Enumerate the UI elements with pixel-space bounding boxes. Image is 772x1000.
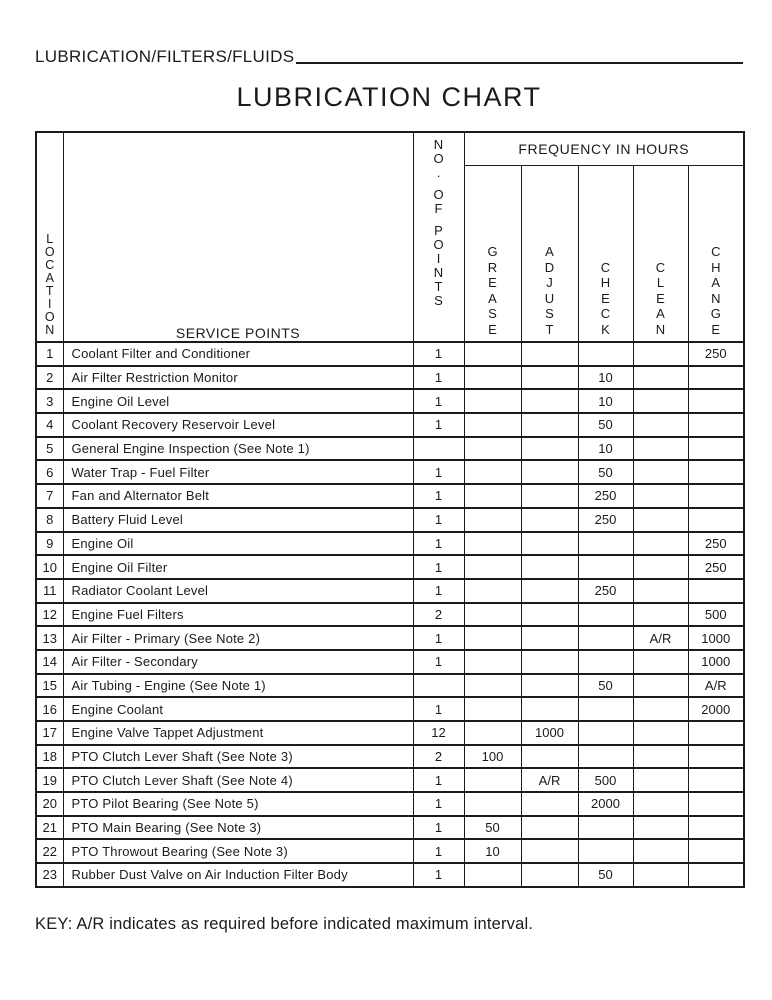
service-point-cell: PTO Main Bearing (See Note 3) xyxy=(63,816,413,840)
grease-cell xyxy=(464,626,521,650)
table-row xyxy=(36,697,744,721)
service-point-cell: PTO Clutch Lever Shaft (See Note 3) xyxy=(63,745,413,769)
change-cell xyxy=(688,579,744,603)
service-point-cell: Radiator Coolant Level xyxy=(63,579,413,603)
adjust-cell xyxy=(521,437,578,461)
grease-cell xyxy=(464,437,521,461)
check-cell xyxy=(578,721,633,745)
table-row xyxy=(36,721,744,745)
clean-cell xyxy=(633,579,688,603)
table-row xyxy=(36,674,744,698)
clean-cell xyxy=(633,366,688,390)
check-cell xyxy=(578,532,633,556)
check-cell: 500 xyxy=(578,768,633,792)
points-cell: 1 xyxy=(413,389,464,413)
check-cell: 50 xyxy=(578,674,633,698)
lubrication-chart-table xyxy=(35,131,745,888)
points-cell: 1 xyxy=(413,413,464,437)
adjust-cell xyxy=(521,697,578,721)
adjust-cell xyxy=(521,460,578,484)
clean-cell xyxy=(633,863,688,887)
change-vertical-label: C H A N G E xyxy=(710,244,721,337)
service-point-cell: Engine Oil xyxy=(63,532,413,556)
location-cell: 22 xyxy=(36,839,63,863)
grease-cell xyxy=(464,650,521,674)
table-row xyxy=(36,413,744,437)
change-cell: A/R xyxy=(688,674,744,698)
adjust-cell xyxy=(521,366,578,390)
table-row xyxy=(36,437,744,461)
adjust-cell xyxy=(521,650,578,674)
location-cell: 13 xyxy=(36,626,63,650)
check-cell xyxy=(578,650,633,674)
change-cell xyxy=(688,437,744,461)
change-cell xyxy=(688,863,744,887)
table-row xyxy=(36,532,744,556)
check-cell xyxy=(578,555,633,579)
change-cell xyxy=(688,460,744,484)
service-point-cell: PTO Throwout Bearing (See Note 3) xyxy=(63,839,413,863)
clean-vertical-label: C L E A N xyxy=(655,259,666,337)
grease-cell xyxy=(464,342,521,366)
adjust-cell xyxy=(521,389,578,413)
service-point-cell: General Engine Inspection (See Note 1) xyxy=(63,437,413,461)
points-cell: 1 xyxy=(413,460,464,484)
table-row xyxy=(36,342,744,366)
location-vertical-label: L O C A T I O N xyxy=(44,232,55,337)
column-header-clean xyxy=(633,165,688,342)
points-cell: 1 xyxy=(413,816,464,840)
clean-cell xyxy=(633,697,688,721)
check-cell xyxy=(578,839,633,863)
check-cell xyxy=(578,697,633,721)
points-cell: 1 xyxy=(413,768,464,792)
points-cell: 2 xyxy=(413,603,464,627)
change-cell: 250 xyxy=(688,342,744,366)
clean-cell xyxy=(633,508,688,532)
check-cell: 10 xyxy=(578,366,633,390)
service-point-cell: Rubber Dust Valve on Air Induction Filter Body xyxy=(63,863,413,887)
change-cell: 1000 xyxy=(688,626,744,650)
grease-cell xyxy=(464,413,521,437)
service-point-cell: Engine Valve Tappet Adjustment xyxy=(63,721,413,745)
service-point-cell: Coolant Recovery Reservoir Level xyxy=(63,413,413,437)
points-cell: 2 xyxy=(413,745,464,769)
change-cell xyxy=(688,389,744,413)
points-cell: 1 xyxy=(413,839,464,863)
change-cell xyxy=(688,413,744,437)
adjust-cell xyxy=(521,342,578,366)
location-cell: 17 xyxy=(36,721,63,745)
change-cell: 1000 xyxy=(688,650,744,674)
table-row xyxy=(36,484,744,508)
grease-cell xyxy=(464,792,521,816)
check-cell: 10 xyxy=(578,437,633,461)
location-cell: 23 xyxy=(36,863,63,887)
points-cell: 1 xyxy=(413,508,464,532)
table-row xyxy=(36,839,744,863)
location-cell: 18 xyxy=(36,745,63,769)
check-cell: 10 xyxy=(578,389,633,413)
change-cell: 250 xyxy=(688,555,744,579)
page-title: LUBRICATION CHART xyxy=(236,82,542,112)
location-cell: 9 xyxy=(36,532,63,556)
change-cell xyxy=(688,508,744,532)
location-cell: 15 xyxy=(36,674,63,698)
location-cell: 7 xyxy=(36,484,63,508)
points-cell: 1 xyxy=(413,484,464,508)
service-point-cell: Air Filter - Primary (See Note 2) xyxy=(63,626,413,650)
location-cell: 10 xyxy=(36,555,63,579)
adjust-cell xyxy=(521,839,578,863)
location-cell: 2 xyxy=(36,366,63,390)
check-cell: 2000 xyxy=(578,792,633,816)
table-header xyxy=(36,132,744,342)
service-point-cell: Engine Oil Level xyxy=(63,389,413,413)
check-cell xyxy=(578,603,633,627)
location-cell: 11 xyxy=(36,579,63,603)
clean-cell xyxy=(633,603,688,627)
table-row xyxy=(36,389,744,413)
adjust-cell xyxy=(521,603,578,627)
location-cell: 6 xyxy=(36,460,63,484)
change-cell xyxy=(688,721,744,745)
points-cell xyxy=(413,674,464,698)
grease-cell xyxy=(464,508,521,532)
table-row xyxy=(36,768,744,792)
check-cell: 50 xyxy=(578,460,633,484)
points-cell: 1 xyxy=(413,792,464,816)
table-row xyxy=(36,603,744,627)
points-cell: 1 xyxy=(413,532,464,556)
change-cell xyxy=(688,484,744,508)
adjust-cell: A/R xyxy=(521,768,578,792)
table-body xyxy=(36,342,744,887)
grease-cell xyxy=(464,366,521,390)
service-point-cell: Engine Fuel Filters xyxy=(63,603,413,627)
service-point-cell: Coolant Filter and Conditioner xyxy=(63,342,413,366)
clean-cell xyxy=(633,389,688,413)
table-row xyxy=(36,460,744,484)
location-cell: 21 xyxy=(36,816,63,840)
grease-cell: 50 xyxy=(464,816,521,840)
location-cell: 8 xyxy=(36,508,63,532)
service-point-cell: PTO Clutch Lever Shaft (See Note 4) xyxy=(63,768,413,792)
column-header-service-points xyxy=(63,132,413,342)
adjust-cell xyxy=(521,626,578,650)
clean-cell: A/R xyxy=(633,626,688,650)
location-cell: 16 xyxy=(36,697,63,721)
location-cell: 19 xyxy=(36,768,63,792)
grease-cell xyxy=(464,674,521,698)
location-cell: 3 xyxy=(36,389,63,413)
adjust-cell xyxy=(521,816,578,840)
clean-cell xyxy=(633,792,688,816)
grease-cell xyxy=(464,389,521,413)
table-row xyxy=(36,792,744,816)
clean-cell xyxy=(633,839,688,863)
adjust-cell xyxy=(521,579,578,603)
check-cell: 250 xyxy=(578,484,633,508)
column-header-adjust xyxy=(521,165,578,342)
section-heading: LUBRICATION/FILTERS/FLUIDS xyxy=(35,47,295,66)
adjust-cell xyxy=(521,532,578,556)
clean-cell xyxy=(633,484,688,508)
clean-cell xyxy=(633,768,688,792)
check-cell xyxy=(578,342,633,366)
check-cell: 250 xyxy=(578,508,633,532)
check-cell xyxy=(578,626,633,650)
points-cell: 1 xyxy=(413,650,464,674)
adjust-cell xyxy=(521,413,578,437)
service-point-cell: Air Tubing - Engine (See Note 1) xyxy=(63,674,413,698)
location-cell: 1 xyxy=(36,342,63,366)
change-cell: 2000 xyxy=(688,697,744,721)
service-points-label: SERVICE POINTS xyxy=(175,325,301,341)
column-header-location xyxy=(36,132,63,342)
adjust-cell: 1000 xyxy=(521,721,578,745)
change-cell xyxy=(688,768,744,792)
service-point-cell: Air Filter - Secondary xyxy=(63,650,413,674)
clean-cell xyxy=(633,460,688,484)
points-cell: 1 xyxy=(413,366,464,390)
points-cell: 12 xyxy=(413,721,464,745)
check-cell xyxy=(578,745,633,769)
check-cell: 50 xyxy=(578,413,633,437)
service-point-cell: Fan and Alternator Belt xyxy=(63,484,413,508)
column-header-change xyxy=(688,165,744,342)
change-cell xyxy=(688,745,744,769)
adjust-cell xyxy=(521,863,578,887)
location-cell: 20 xyxy=(36,792,63,816)
location-cell: 12 xyxy=(36,603,63,627)
clean-cell xyxy=(633,816,688,840)
adjust-cell xyxy=(521,792,578,816)
location-cell: 5 xyxy=(36,437,63,461)
clean-cell xyxy=(633,674,688,698)
grease-cell: 100 xyxy=(464,745,521,769)
header-top-row xyxy=(36,132,744,165)
points-cell: 1 xyxy=(413,863,464,887)
check-cell xyxy=(578,816,633,840)
table-row xyxy=(36,579,744,603)
service-point-cell: Air Filter Restriction Monitor xyxy=(63,366,413,390)
adjust-cell xyxy=(521,508,578,532)
grease-vertical-label: G R E A S E xyxy=(487,244,498,337)
adjust-cell xyxy=(521,484,578,508)
clean-cell xyxy=(633,413,688,437)
change-cell xyxy=(688,366,744,390)
service-point-cell: Water Trap - Fuel Filter xyxy=(63,460,413,484)
table-row xyxy=(36,745,744,769)
service-point-cell: PTO Pilot Bearing (See Note 5) xyxy=(63,792,413,816)
service-point-cell: Battery Fluid Level xyxy=(63,508,413,532)
clean-cell xyxy=(633,342,688,366)
change-cell: 500 xyxy=(688,603,744,627)
table-row xyxy=(36,508,744,532)
points-cell: 1 xyxy=(413,697,464,721)
points-cell: 1 xyxy=(413,342,464,366)
clean-cell xyxy=(633,721,688,745)
grease-cell xyxy=(464,460,521,484)
table-row xyxy=(36,555,744,579)
grease-cell xyxy=(464,579,521,603)
column-header-check xyxy=(578,165,633,342)
check-cell: 50 xyxy=(578,863,633,887)
adjust-vertical-label: A D J U S T xyxy=(544,244,555,337)
key-note: KEY: A/R indicates as required before indicated maximum interval. xyxy=(35,914,534,933)
location-cell: 14 xyxy=(36,650,63,674)
change-cell: 250 xyxy=(688,532,744,556)
grease-cell xyxy=(464,484,521,508)
adjust-cell xyxy=(521,674,578,698)
clean-cell xyxy=(633,437,688,461)
grease-cell xyxy=(464,697,521,721)
no-of-points-vertical-label: N O . O F P O I N T S xyxy=(433,137,444,308)
check-cell: 250 xyxy=(578,579,633,603)
grease-cell xyxy=(464,768,521,792)
location-cell: 4 xyxy=(36,413,63,437)
points-cell: 1 xyxy=(413,555,464,579)
grease-cell xyxy=(464,532,521,556)
grease-cell: 10 xyxy=(464,839,521,863)
clean-cell xyxy=(633,555,688,579)
table-row xyxy=(36,816,744,840)
column-header-frequency-in-hours: FREQUENCY IN HOURS xyxy=(464,132,744,165)
table-row xyxy=(36,626,744,650)
table-row xyxy=(36,366,744,390)
clean-cell xyxy=(633,650,688,674)
table-row xyxy=(36,650,744,674)
check-vertical-label: C H E C K xyxy=(600,259,611,337)
adjust-cell xyxy=(521,745,578,769)
heading-underline xyxy=(296,62,743,64)
points-cell xyxy=(413,437,464,461)
column-header-no-of-points xyxy=(413,132,464,342)
service-point-cell: Engine Oil Filter xyxy=(63,555,413,579)
grease-cell xyxy=(464,721,521,745)
doc-header xyxy=(35,47,743,67)
points-cell: 1 xyxy=(413,579,464,603)
grease-cell xyxy=(464,603,521,627)
table-row xyxy=(36,863,744,887)
clean-cell xyxy=(633,745,688,769)
column-header-grease xyxy=(464,165,521,342)
grease-cell xyxy=(464,555,521,579)
points-cell: 1 xyxy=(413,626,464,650)
change-cell xyxy=(688,792,744,816)
clean-cell xyxy=(633,532,688,556)
change-cell xyxy=(688,839,744,863)
change-cell xyxy=(688,816,744,840)
adjust-cell xyxy=(521,555,578,579)
service-point-cell: Engine Coolant xyxy=(63,697,413,721)
grease-cell xyxy=(464,863,521,887)
